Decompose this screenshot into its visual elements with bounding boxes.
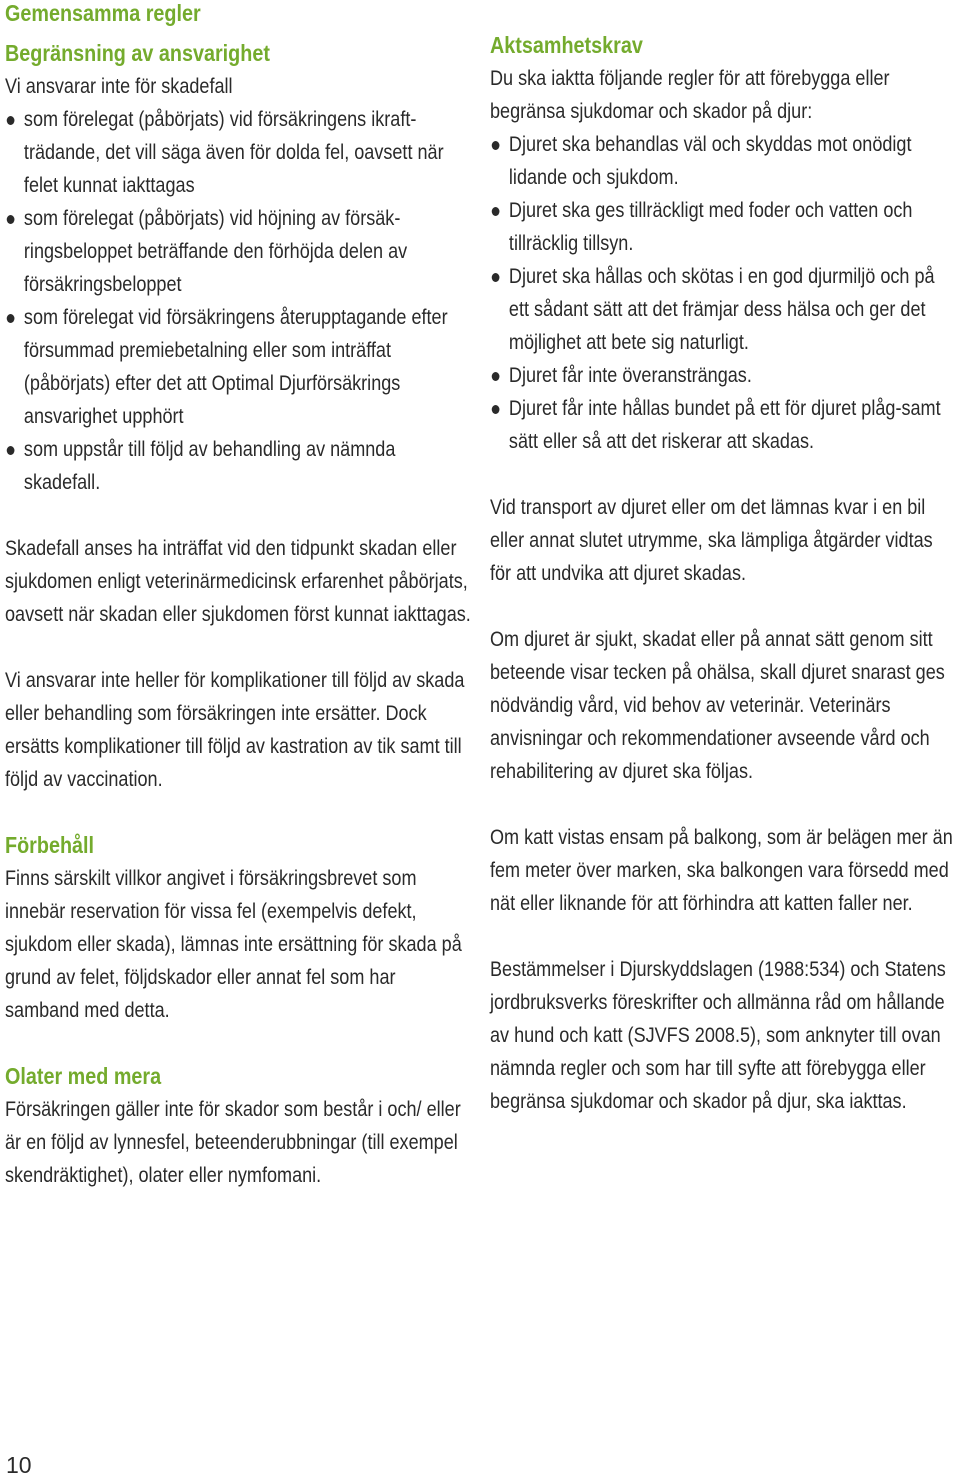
care-list: [490, 128, 959, 458]
care-paragraph-transport: Vid transport av djuret eller om det lämnas kvar i en bil eller annat slutet utrymme, ska lämpliga åtgärder vidtas för att undvika att djuret skadas.: [490, 496, 933, 585]
limitation-intro: Vi ansvarar inte för skadefall: [5, 75, 233, 98]
list-item: Djuret får inte hållas bundet på ett för djuret plåg-samt sätt eller så att det riskerar att skadas.: [490, 392, 959, 458]
page-number: 10: [6, 1452, 32, 1478]
left-column: [5, 0, 474, 1192]
list-item: Djuret ska behandlas väl och skyddas mot onödigt lidande och sjukdom.: [490, 128, 959, 194]
vices-paragraph: Försäkringen gäller inte för skador som består i och/ eller är en följd av lynnesfel, beteenderubbningar (till exempel skendräktighet), olater eller nymfomani.: [5, 1098, 461, 1187]
list-item: som uppstår till följd av behandling av nämnda skadefall.: [5, 433, 474, 499]
care-paragraph-sick: Om djuret är sjukt, skadat eller på annat sätt genom sitt beteende visar tecken på ohälsa, skall djuret snarast ges nödvändig vård, vid behov av veterinär. Veterinärs anvisningar och rekommendationer avseende vård och rehabilitering av djuret ska följas.: [490, 628, 945, 783]
care-heading: Aktsamhetskrav: [490, 32, 643, 58]
list-item: som förelegat vid försäkringens återupptagande efter försummad premiebetalning eller som inträffat (påbörjats) efter det att Optimal Djurförsäkrings ansvarighet upphört: [5, 301, 474, 433]
vices-heading: Olater med mera: [5, 1063, 162, 1089]
reservation-paragraph: Finns särskilt villkor angivet i försäkringsbrevet som innebär reservation för vissa fel (exempelvis defekt, sjukdom eller skada), lämnas inte ersättning för skada på grund av felet, följdskador eller annat fel som har samband med detta.: [5, 867, 462, 1022]
list-item: som förelegat (påbörjats) vid höjning av försäk-ringsbeloppet beträffande den förhöjda delen av försäkringsbeloppet: [5, 202, 474, 301]
list-item: Djuret får inte överansträngas.: [490, 359, 959, 392]
right-column: [490, 29, 959, 1118]
reservation-heading: Förbehåll: [5, 832, 95, 858]
care-paragraph-law: Bestämmelser i Djurskyddslagen (1988:534) och Statens jordbruksverks föreskrifter och allmänna råd om hållande av hund och katt (SJVFS 2008.5), som anknyter till ovan nämnda regler och som har till syfte att förebygga eller begränsa sjukdomar och skador på djur, ska iakttas.: [490, 958, 946, 1113]
limitation-paragraph-onset: Skadefall anses ha inträffat vid den tidpunkt skadan eller sjukdomen enligt veterinärmedicinsk erfarenhet påbörjats, oavsett när skadan eller sjukdomen först kunnat iakttagas.: [5, 537, 471, 626]
limitation-paragraph-complications: Vi ansvarar inte heller för komplikationer till följd av skada eller behandling som försäkringen inte ersätter. Dock ersätts komplikationer till följd av kastration av tik samt till följd av vaccination.: [5, 669, 465, 791]
list-item: som förelegat (påbörjats) vid försäkringens ikraft-trädande, det vill säga även för dolda fel, oavsett när felet kunnat iakttagas: [5, 103, 474, 202]
list-item: Djuret ska ges tillräckligt med foder och vatten och tillräcklig tillsyn.: [490, 194, 959, 260]
page-title: Gemensamma regler: [5, 0, 201, 26]
limitation-list: [5, 103, 474, 499]
care-intro: Du ska iaktta följande regler för att förebygga eller begränsa sjukdomar och skador på djur:: [490, 67, 890, 123]
limitation-heading: Begränsning av ansvarighet: [5, 40, 270, 66]
care-paragraph-cat: Om katt vistas ensam på balkong, som är belägen mer än fem meter över marken, ska balkongen vara försedd med nät eller liknande för att förhindra att katten faller ner.: [490, 826, 953, 915]
list-item: Djuret ska hållas och skötas i en god djurmiljö och på ett sådant sätt att det främjar dess hälsa och ger det möjlighet att bete sig naturligt.: [490, 260, 959, 359]
